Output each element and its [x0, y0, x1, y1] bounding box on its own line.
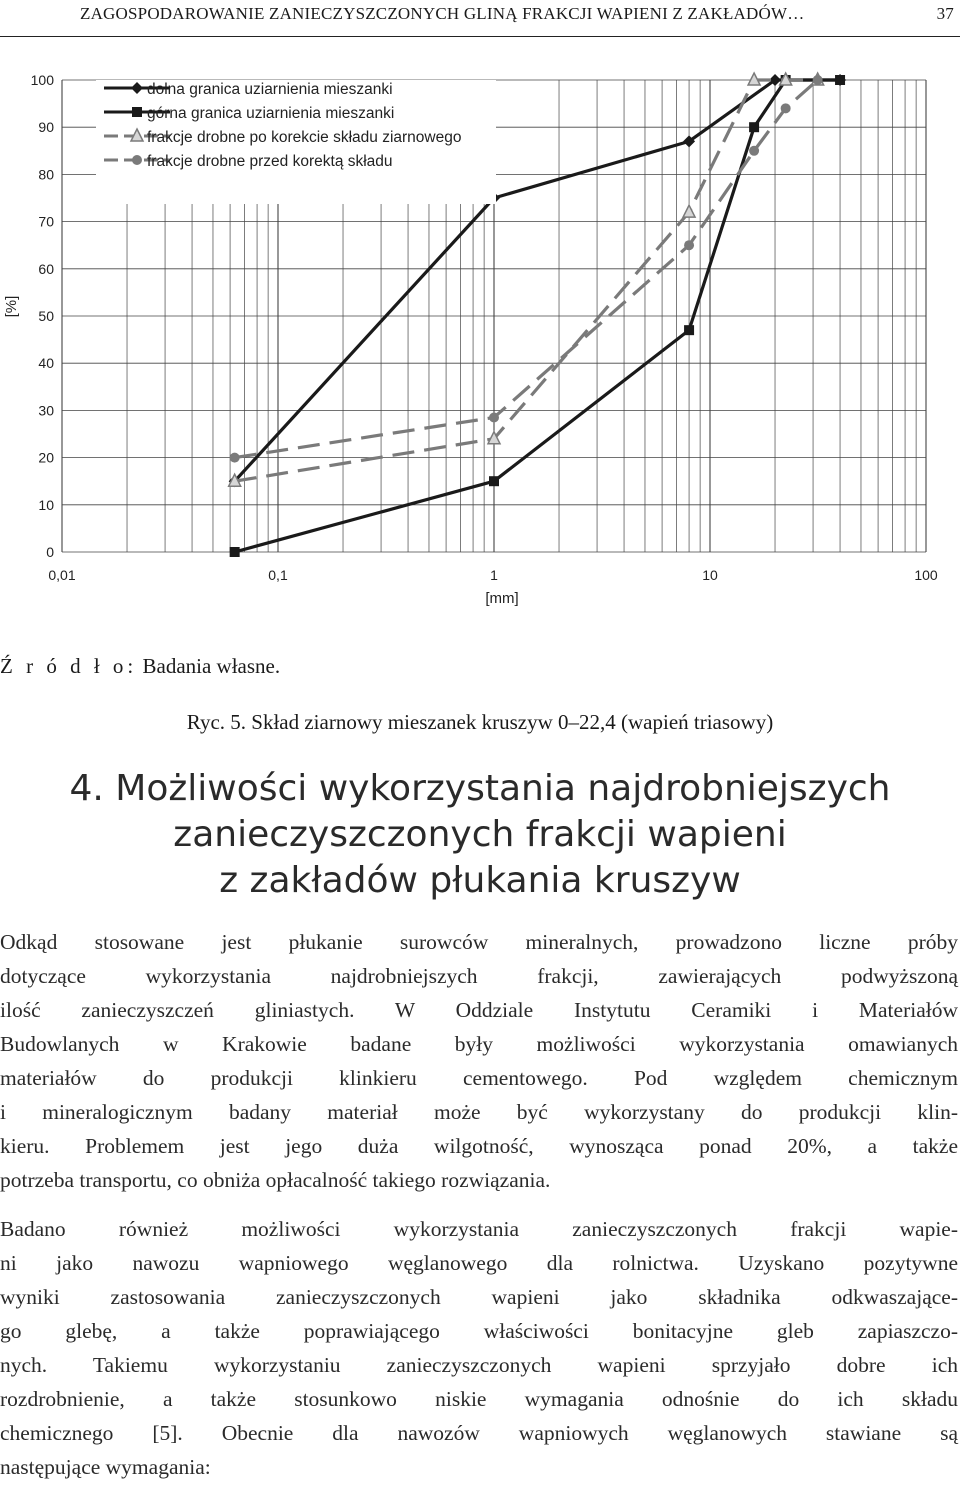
- section-heading-line: zanieczyszczonych frakcji wapieni: [173, 814, 787, 855]
- legend-entry-label: frakcje drobne przed korektą składu: [147, 153, 393, 170]
- x-tick-label: 10: [702, 567, 718, 583]
- grain-size-chart: [0, 44, 960, 614]
- section-heading-line: z zakładów płukania kruszyw: [219, 860, 741, 901]
- paragraph-line: rozdrobnienie, a także stosunkowo niskie wymagania odnośnie do ich składu: [0, 1387, 958, 1411]
- circle-marker: [230, 453, 240, 463]
- circle-marker: [684, 240, 694, 250]
- y-tick-label: 90: [38, 119, 54, 136]
- y-tick-label: 100: [30, 72, 54, 88]
- y-tick-label: 70: [38, 213, 54, 230]
- x-tick-label: 1: [490, 567, 498, 583]
- paragraph-line: kieru. Problemem jest jego duża wilgotność, wynosząca ponad 20%, a także: [0, 1134, 958, 1158]
- paragraph-line: i mineralogicznym badany materiał może być wykorzystany do produkcji klin-: [0, 1100, 958, 1124]
- paragraph-line: ilość zanieczyszczeń gliniastych. W Oddziale Instytutu Ceramiki i Materiałów: [0, 998, 958, 1022]
- y-tick-label: 10: [38, 496, 54, 513]
- legend-entry-label: górna granica uziarnienia mieszanki: [147, 105, 395, 122]
- circle-marker: [749, 146, 759, 156]
- running-title: ZAGOSPODAROWANIE ZANIECZYSZCZONYCH GLINĄ FRAKCJI WAPIENI Z ZAKŁADÓW…: [80, 4, 805, 23]
- paragraph-line: materiałów do produkcji klinkieru cementowego. Pod względem chemicznym: [0, 1066, 958, 1090]
- y-tick-label: 20: [38, 449, 54, 466]
- circle-marker: [781, 103, 791, 113]
- legend-entry-label: frakcje drobne po korekcie składu ziarnowego: [147, 129, 462, 146]
- square-marker: [684, 325, 694, 335]
- x-axis-ticks: [48, 567, 938, 583]
- paragraph-line: Budowlanych w Krakowie badane były możliwości wykorzystania omawianych: [0, 1032, 958, 1056]
- header-rule: [0, 36, 960, 37]
- circle-marker: [132, 155, 142, 165]
- paragraph-line: nych. Takiemu wykorzystaniu zanieczyszczonych wapieni sprzyjało dobre ich: [0, 1353, 958, 1377]
- y-tick-label: 60: [38, 260, 54, 277]
- x-tick-label: 0,01: [48, 567, 76, 583]
- paragraph-line: potrzeba transportu, co obniża opłacalność takiego rozwiązania.: [0, 1168, 551, 1192]
- circle-marker: [813, 75, 823, 85]
- x-tick-label: 0,1: [268, 567, 288, 583]
- paragraph-line: chemicznego [5]. Obecnie dla nawozów wapniowych węglanowych stawiane są: [0, 1421, 958, 1445]
- paragraph-line: ni jako nawozu wapniowego węglanowego dla rolnictwa. Uzyskano pozytywne: [0, 1251, 958, 1275]
- paragraph-line: go glebę, a także poprawiającego właściwości bonitacyjne gleb zapiaszczo-: [0, 1319, 958, 1343]
- legend-entry-label: dolna granica uziarnienia mieszanki: [147, 81, 393, 98]
- y-tick-label: 40: [38, 355, 54, 372]
- source-text: Badania własne.: [137, 654, 281, 678]
- y-tick-label: 0: [46, 544, 54, 560]
- square-marker: [749, 122, 759, 132]
- y-tick-label: 80: [38, 166, 54, 183]
- source-label: Ź r ó d ł o:: [0, 654, 138, 678]
- page-number: 37: [936, 4, 954, 23]
- running-header: [0, 4, 960, 26]
- figure-source: [0, 654, 280, 679]
- figure-caption: Ryc. 5. Skład ziarnowy mieszanek kruszyw 0–22,4 (wapień triasowy): [186, 710, 774, 734]
- section-heading: [0, 766, 960, 904]
- square-marker: [230, 547, 240, 557]
- section-heading-line: 4. Możliwości wykorzystania najdrobniejszych: [69, 768, 891, 809]
- paragraph-line: dotyczące wykorzystania najdrobniejszych frakcji, zawierających podwyższoną: [0, 964, 958, 988]
- y-tick-label: 30: [38, 402, 54, 419]
- paragraph-line: następujące wymagania:: [0, 1455, 211, 1479]
- y-tick-label: 50: [38, 308, 54, 324]
- paragraph-line: wyniki zastosowania zanieczyszczonych wapieni jako składnika odkwaszające-: [0, 1285, 958, 1309]
- y-axis-label: [%]: [3, 295, 20, 318]
- triangle-marker: [683, 205, 695, 217]
- x-tick-label: 100: [914, 567, 938, 583]
- chart-legend: [96, 80, 496, 204]
- paragraph-2: [0, 1212, 958, 1484]
- square-marker: [489, 476, 499, 486]
- y-axis-ticks: [31, 72, 55, 560]
- paragraph-line: Odkąd stosowane jest płukanie surowców mineralnych, prowadzono liczne próby: [0, 930, 958, 954]
- x-axis-label: [mm]: [485, 590, 519, 607]
- paragraph-1: [0, 925, 958, 1197]
- square-marker: [132, 107, 142, 117]
- circle-marker: [489, 412, 499, 422]
- square-marker: [835, 75, 845, 85]
- paragraph-line: Badano również możliwości wykorzystania zanieczyszczonych frakcji wapie-: [0, 1217, 958, 1241]
